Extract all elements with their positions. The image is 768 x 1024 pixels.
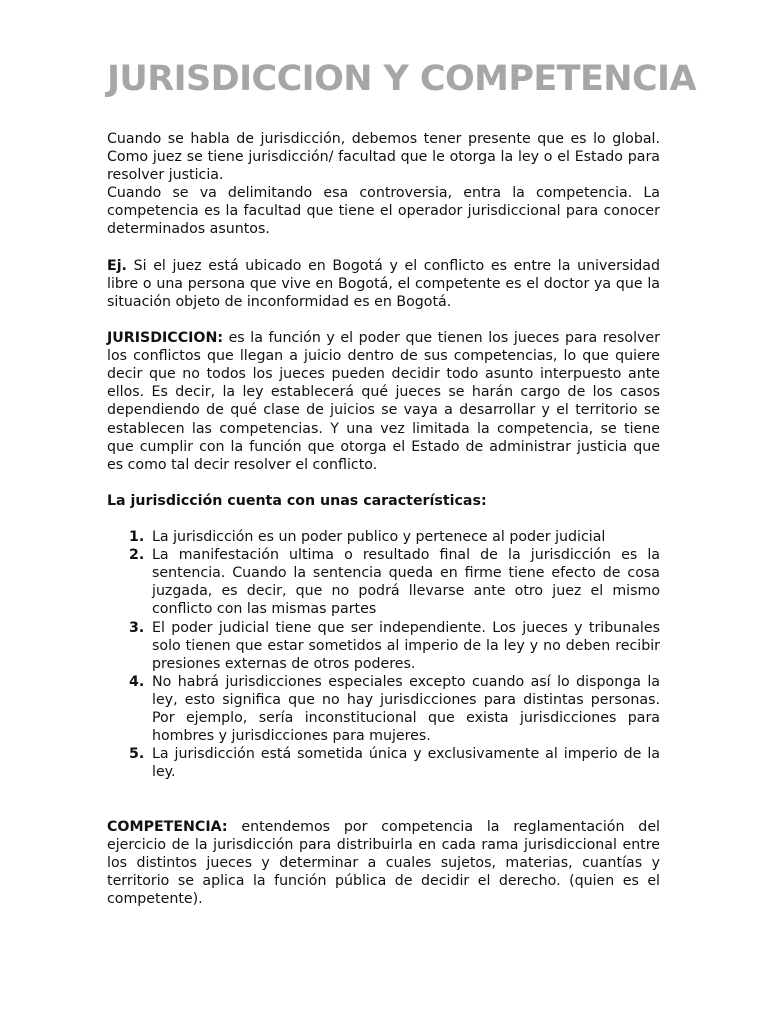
paragraph-spacer bbox=[107, 474, 660, 492]
list-item-number: 4. bbox=[129, 673, 145, 690]
list-item-number: 3. bbox=[129, 619, 145, 636]
paragraph-spacer bbox=[107, 510, 660, 528]
list-item bbox=[129, 528, 660, 546]
jurisdiccion-text: es la función y el poder que tienen los jueces para resolver los conflictos que llegan a juicio dentro de sus competencias, lo que quiere decir que no todos los jueces pueden decidir todo asunto interpuesto ante ellos. Es decir, la ley establecerá qué jueces se harán cargo de los casos dependiendo de qué clase de juicios se vaya a desarrollar y el territorio se establecen las competencias. Y una vez limitada la competencia, se tiene que cumplir con la función que otorga el Estado de administrar justicia que es como tal decir resolver el conflicto. bbox=[107, 330, 660, 473]
list-item bbox=[129, 745, 660, 781]
example-text: Si el juez está ubicado en Bogotá y el conflicto es entre la universidad libre o una persona que vive en Bogotá, el competente es el doctor ya que la situación objeto de inconformidad es en Bogotá. bbox=[107, 257, 660, 310]
list-item bbox=[129, 619, 660, 673]
list-item-number: 2. bbox=[129, 547, 145, 564]
competencia-label: COMPETENCIA: bbox=[107, 818, 228, 835]
paragraph-spacer bbox=[107, 239, 660, 257]
jurisdiccion-label: JURISDICCION: bbox=[107, 330, 223, 347]
list-item-text: No habrá jurisdicciones especiales excepto cuando así lo disponga la ley, esto significa que no hay jurisdicciones para distintas personas. Por ejemplo, sería inconstitucional que exista jurisdicciones para hombres y jurisdicciones para mujeres. bbox=[152, 673, 660, 745]
list-item bbox=[129, 546, 660, 618]
characteristics-heading bbox=[107, 492, 660, 510]
list-item-number: 5. bbox=[129, 746, 145, 763]
competencia-paragraph bbox=[107, 818, 660, 908]
document-page bbox=[107, 56, 696, 908]
example-paragraph bbox=[107, 257, 660, 311]
paragraph-spacer bbox=[107, 311, 660, 329]
example-label: Ej. bbox=[107, 257, 127, 274]
competencia-text: entendemos por competencia la reglamentación del ejercicio de la jurisdicción para distribuirla en cada rama jurisdiccional entre los distintos jueces y determinar a cuales sujetos, materias, cuantías y territorio se aplica la función pública de decidir el derecho. (quien es el competente). bbox=[107, 818, 660, 907]
list-item-text: La manifestación ultima o resultado final de la jurisdicción es la sentencia. Cuando la sentencia queda en firme tiene efecto de cosa juzgada, es decir, que no podrá llevarse ante otro juez el mismo conflicto con las mismas partes bbox=[152, 547, 660, 618]
intro-paragraph-1: Cuando se habla de jurisdicción, debemos tener presente que es lo global. Como juez se tiene jurisdicción/ facultad que le otorga la ley o el Estado para resolver justicia. bbox=[107, 131, 660, 184]
intro-paragraph-2: Cuando se va delimitando esa controversia, entra la competencia. La competencia es la facultad que tiene el operador jurisdiccional para conocer determinados asuntos. bbox=[107, 185, 660, 238]
characteristics-list bbox=[107, 528, 660, 781]
list-item bbox=[129, 673, 660, 745]
document-body bbox=[107, 130, 660, 908]
list-item-number: 1. bbox=[129, 529, 145, 546]
list-item-text: La jurisdicción está sometida única y exclusivamente al imperio de la ley. bbox=[152, 746, 660, 781]
list-item-text: La jurisdicción es un poder publico y pertenece al poder judicial bbox=[152, 529, 606, 546]
paragraph-spacer bbox=[107, 781, 660, 817]
document-title: JURISDICCION Y COMPETENCIA bbox=[107, 59, 696, 99]
characteristics-heading-text: La jurisdicción cuenta con unas características: bbox=[107, 492, 487, 509]
list-item-text: El poder judicial tiene que ser independiente. Los jueces y tribunales solo tienen que estar sometidos al imperio de la ley y no deben recibir presiones externas de otros poderes. bbox=[152, 619, 660, 672]
jurisdiccion-paragraph bbox=[107, 329, 660, 474]
